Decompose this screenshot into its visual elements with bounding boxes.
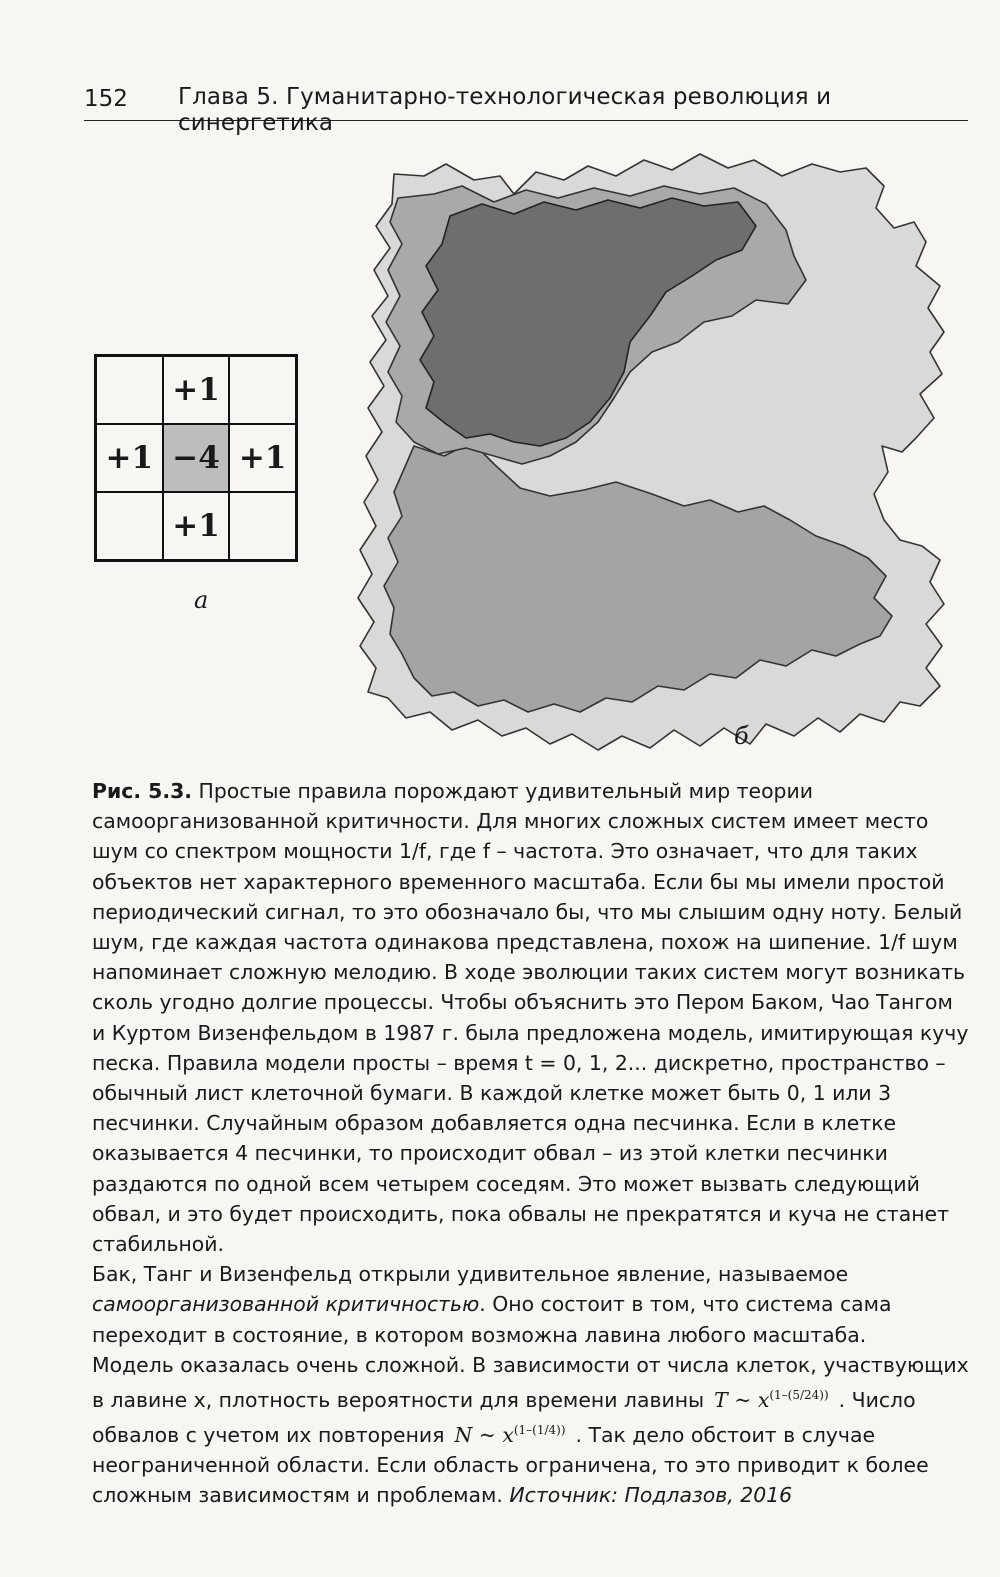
running-header [84, 80, 968, 136]
caption-paragraph [92, 776, 972, 1259]
formula-avalanche-time [714, 1388, 828, 1412]
para2-post: . Оно состоит в том, что система сама переходит в состояние, в котором возможна лавина любого масштаба. [92, 1292, 892, 1347]
sandpile-rule-grid [94, 354, 298, 562]
para3-text-3: . Так дело обстоит в случае неограниченной области. Если область ограничена, то это приводит к более сложным зависимостям и проблемам. [92, 1422, 929, 1508]
figure-label-a: а [194, 586, 209, 614]
para2-pre: Бак, Танг и Визенфельд открыли удивительное явление, называемое [92, 1262, 849, 1287]
para3-text-2: . Число обвалов с учетом их повторения [92, 1387, 916, 1447]
paragraph-3 [92, 1350, 972, 1511]
formula-2-base: N ~ x [454, 1422, 514, 1447]
page-number: 152 [84, 86, 128, 112]
chapter-title: Глава 5. Гуманитарно-технологическая революция и синергетика [178, 84, 832, 136]
caption-text: Простые правила порождают удивительный мир теории самоорганизованной критичности. Для многих сложных систем имеет место шум со спектром мощности 1/f, где f – частота. Это означает, что для таких объектов нет характерного временного масштаба. Если бы мы имели простой периодический сигнал, то это обозначало бы, что мы слышим одну ноту. Белый шум, где каждая частота одинакова представлена, похож на шипение. 1/f шум напоминает сложную мелодию. В ходе эволюции таких систем могут возникать сколь угодно долгие процессы. Чтобы объяснить это Пером Баком, Чао Тангом и Куртом Визенфельдом в 1987 г. была предложена модель, имитирующая кучу песка. Правила модели просты – время t = 0, 1, 2... дискретно, пространство – обычный лист клеточной бумаги. В каждой клетке может быть 0, 1 или 3 песчинки. Случайным образом добавляется одна песчинка. Если в клетке оказывается 4 песчинки, то происходит обвал – из этой клетки песчинки раздаются по одной всем четырем соседям. Это может вызвать следующий обвал, и это будет происходить, пока обвалы не прекратятся и куча не станет стабильной. [92, 779, 969, 1257]
grid-cell [96, 492, 163, 560]
formula-1-base: T ~ x [714, 1387, 770, 1412]
grid-cell: +1 [163, 356, 230, 424]
paragraph-2 [92, 1259, 972, 1350]
avalanche-fractal-image [354, 146, 950, 758]
para2-italic-term: самоорганизованной критичностью [92, 1292, 480, 1317]
figure-caption-block [92, 776, 972, 1510]
grid-cell: +1 [96, 424, 163, 492]
formula-avalanche-count [454, 1423, 565, 1447]
formula-2-exponent: (1–(1/4)) [513, 1423, 566, 1438]
source-citation: Источник: Подлазов, 2016 [509, 1483, 793, 1508]
grid-cell [96, 356, 163, 424]
figure-label-b: б [734, 722, 749, 750]
grid-cell: +1 [229, 424, 296, 492]
grid-cell [229, 356, 296, 424]
grid-cell-center: −4 [163, 424, 230, 492]
grid-cell [229, 492, 296, 560]
grid-cell: +1 [163, 492, 230, 560]
caption-label: Рис. 5.3. [92, 779, 193, 803]
formula-1-exponent: (1–(5/24)) [769, 1388, 829, 1403]
para3-text-1: Модель оказалась очень сложной. В зависимости от числа клеток, участвующих в лавине x, плотность вероятности для времени лавины [92, 1352, 969, 1412]
